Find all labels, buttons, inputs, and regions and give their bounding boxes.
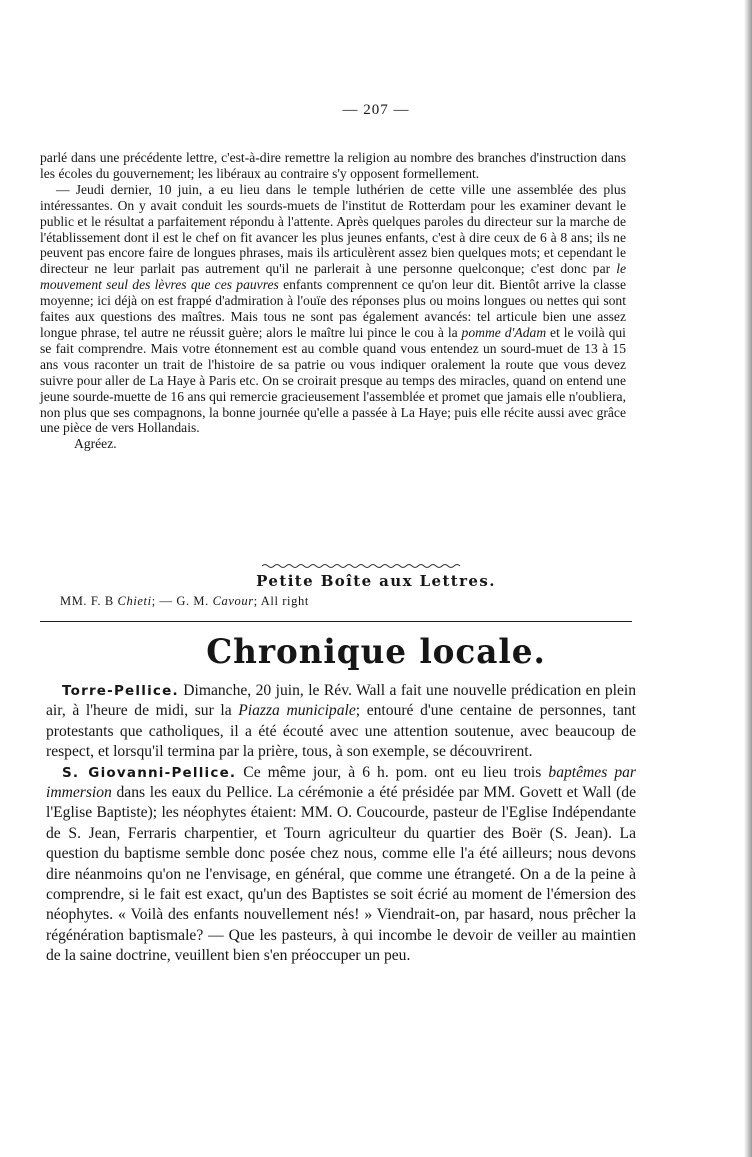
boite-text: ; All right [253, 594, 309, 608]
letter-paragraph: parlé dans une précédente lettre, c'est-à-dire remettre la religion au nombre des branches d'instruction dans les écoles du gouvernement; les libéraux au contraire s'y opposent formellement. [40, 150, 626, 181]
place-heading: S. Giovanni-Pellice. [62, 764, 237, 781]
letter-signoff: Agréez. [74, 436, 117, 452]
chronique-paragraph [46, 681, 636, 763]
boite-place: Cavour [212, 594, 254, 608]
boite-entries [60, 594, 620, 609]
letter-paragraph [40, 182, 626, 437]
boite-place: Chieti [117, 594, 152, 608]
letter-italic-text: pomme d'Adam [461, 324, 547, 340]
chronique-text: dans les eaux du Pellice. La cérémonie a été présidée par MM. Govett et Wall (de l'Eglise Baptiste); les néophytes étaient: MM. O. Coucourde, pasteur de l'Eglise Indépendante de S. Jean, Ferraris charpentier, et Tourn agriculteur du quartier des Boër (S. Jean). La question du baptisme semble donc posée chez nous, comme elle l'a été ailleurs; nous devons dire néanmoins qu'on ne l'envisage, en général, que comme une étrangeté. On a de la peine à comprendre, si le fait est exact, qu'un des Baptistes se soit écrié au moment de l'émersion des néophytes. « Voilà des enfants nouvellement nés! » Viendrait-on, par hasard, nous prêcher la régénération baptismale? — Que les pasteurs, à qui incombe le devoir de veiller au maintien de la saine doctrine, veuillent bien s'en préoccuper un peu. [46, 784, 636, 965]
section-title-chronique: Chronique locale. [206, 632, 546, 672]
ornament-divider [262, 562, 462, 570]
chronique-text: Dimanche, 20 juin, le Rév. Wall a fait une nouvelle prédication en plein air, à l'heure de midi, sur la [46, 682, 636, 720]
chronique-section [46, 681, 636, 967]
chronique-italic-text: baptêmes par immersion [46, 763, 636, 802]
chronique-italic-text: Piazza municipale [238, 702, 356, 720]
boite-text: ; — G. M. [151, 594, 213, 608]
chronique-text: ; entouré d'une centaine de personnes, tant protestants que catholiques, il a été écouté avec une attention soutenue, avec beaucoup de respect, et lorsqu'il termina par la prière, tous, à son exemple, se découvrirent. [46, 702, 636, 761]
page-number: — 207 — [342, 102, 410, 118]
letter-italic-text: le mouvement seul des lèvres que ces pauvres [40, 261, 626, 293]
chronique-paragraph [46, 763, 636, 967]
boite-text: MM. F. B [60, 594, 118, 608]
chronique-text: Ce même jour, à 6 h. pom. ont eu lieu trois [236, 763, 549, 781]
section-title-boite: Petite Boîte aux Lettres. [256, 572, 496, 590]
letter-section [40, 150, 626, 452]
place-heading: Torre-Pellice. [62, 683, 179, 699]
letter-text: enfants comprennent ce qu'on leur dit. Bientôt arrive la classe moyenne; ici déjà on est frappé d'admiration à l'ouïe des réponses plus ou moins longues ou nettes qui sont faites aux questions des maîtres. Mais tous ne sont pas également avancés: tel articule bien une assez longue phrase, tel autre ne réussit guère; alors le maître lui pince le cou à la [40, 277, 626, 340]
page-edge-shadow [744, 0, 752, 1157]
letter-text: — Jeudi dernier, 10 juin, a eu lieu dans le temple luthérien de cette ville une assemblée des plus intéressantes. On y avait conduit les sourds-muets de l'institut de Rotterdam pour les examiner devant le public et le résultat a parfaitement répondu à l'attente. Après quelques paroles du directeur sur la marche de l'établissement dont il est le chef on fit avancer les plus jeunes enfants, c'est à dire ceux de 6 à 8 ans; ils ne peuvent pas encore faire de longues phrases, mais ils articulèrent assez bien quelques mots; et cependant le directeur ne leur parlait pas autrement qu'il ne parlerait à une personne quelconque; c'est donc par [40, 181, 626, 277]
section-rule [40, 621, 632, 622]
letter-text: et le voilà qui se fait comprendre. Mais votre étonnement est au comble quand vous entendez un sourd-muet de 13 à 15 ans vous raconter un trait de l'histoire de sa patrie ou vous indiquer oralement la route que vous devez suivre pour aller de La Haye à Paris etc. On se croirait presque au temps des miracles, quand on entend une jeune sourde-muette de 16 ans qui remercie gracieusement l'assemblée et promet que jamais elle n'oubliera, non plus que ses compagnons, la bonne journée qu'elle a passée à La Haye; puis elle récite aussi avec grâce une pièce de vers Hollandais. [40, 324, 626, 436]
